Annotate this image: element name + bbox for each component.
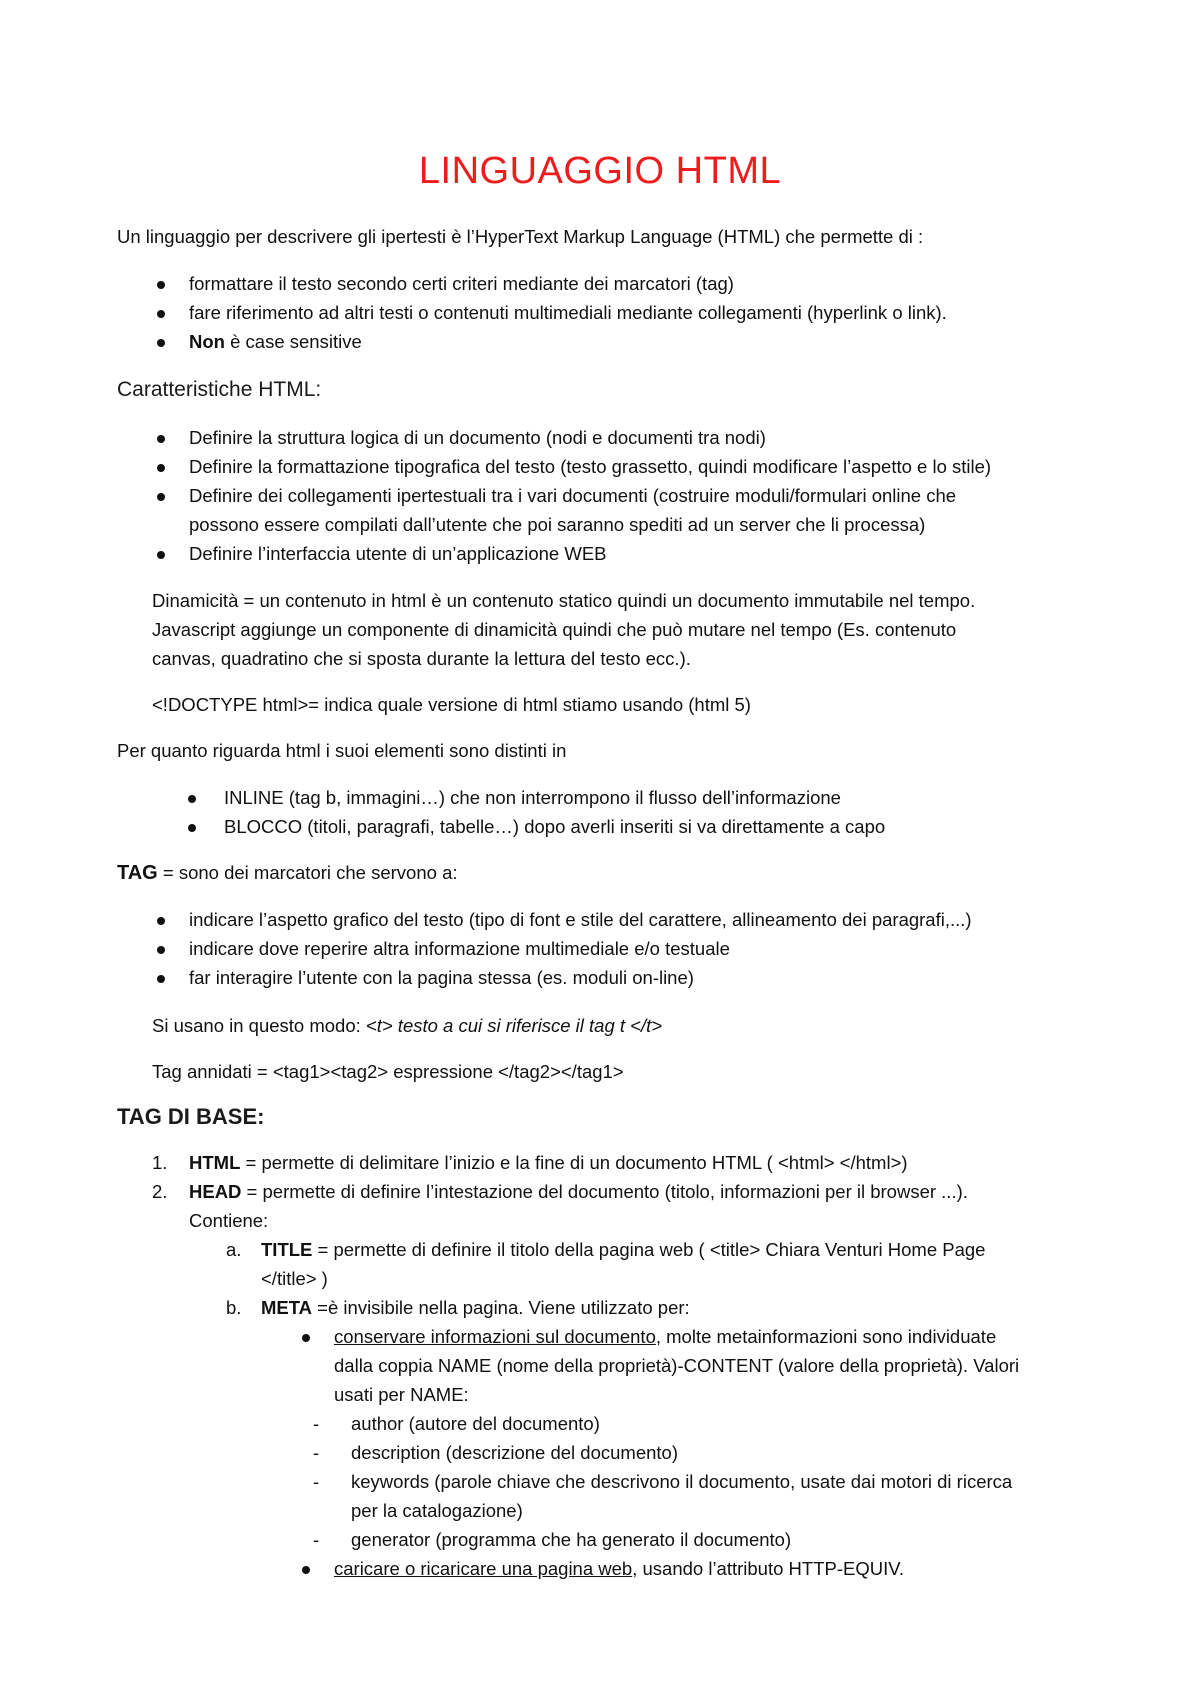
bullet-icon — [302, 1334, 310, 1342]
plain-text: = permette di definire l’intestazione del documento (titolo, informazioni per il browser ...). — [241, 1181, 968, 1202]
plain-text: è case sensitive — [224, 331, 362, 352]
intro-text: Un linguaggio per descrivere gli ipertesti è l’HyperText Markup Language (HTML) che permette di : — [117, 226, 924, 247]
meta-name-item: keywords (parole chiave che descrivono il documento, usate dai motori di ricerca — [351, 1471, 1013, 1492]
elements-intro: Per quanto riguarda html i suoi elementi sono distinti in — [117, 740, 567, 761]
bullet-icon — [157, 310, 165, 318]
feature-item: Definire la struttura logica di un documento (nodi e documenti tra nodi) — [189, 427, 766, 448]
plain-text: = permette di delimitare l’inizio e la fine di un documento HTML ( <html> </html>) — [240, 1152, 908, 1173]
meta-name-item: generator (programma che ha generato il documento) — [351, 1529, 792, 1550]
underlined-text: conservare informazioni sul documento — [334, 1326, 656, 1347]
base-tags-heading: TAG DI BASE: — [117, 1104, 265, 1129]
bullet-icon — [157, 975, 165, 983]
plain-text: , usando l’attributo HTTP-EQUIV. — [632, 1558, 905, 1579]
bullet-icon — [157, 917, 165, 925]
meta-use-item — [334, 1557, 904, 1581]
list-letter: a. — [226, 1239, 242, 1260]
page-title: LINGUAGGIO HTML — [418, 150, 782, 192]
plain-text: , molte metainformazioni sono individuate — [655, 1326, 997, 1347]
features-heading: Caratteristiche HTML: — [117, 378, 322, 401]
dash-icon: - — [313, 1413, 320, 1434]
tag-definition — [117, 861, 458, 885]
italic-example: <t> testo a cui si riferisce il tag t </t> — [365, 1015, 663, 1036]
tag-use-item: indicare l’aspetto grafico del testo (tipo di font e stile del carattere, allineamento dei paragrafi,...) — [189, 909, 972, 930]
feature-item: Definire l’interfaccia utente di un’applicazione WEB — [189, 543, 607, 564]
bold-text: META — [261, 1297, 313, 1318]
meta-name-item-continued: per la catalogazione) — [351, 1500, 523, 1521]
usage-text — [152, 1014, 662, 1038]
bullet-icon — [157, 551, 165, 559]
bold-text: TAG — [117, 862, 158, 884]
bullet-icon — [157, 435, 165, 443]
base-tag-title — [261, 1238, 985, 1262]
feature-item: Definire dei collegamenti ipertestuali tra i vari documenti (costruire moduli/formulari online che — [189, 485, 957, 506]
tag-use-item: far interagire l’utente con la pagina stessa (es. moduli on-line) — [189, 967, 694, 988]
bold-text: HTML — [189, 1152, 241, 1173]
bold-text: TITLE — [261, 1239, 313, 1260]
underlined-text: caricare o ricaricare una pagina web — [334, 1558, 633, 1579]
bullet-icon — [157, 281, 165, 289]
meta-use-item-continued: dalla coppia NAME (nome della proprietà)-CONTENT (valore della proprietà). Valori — [334, 1355, 1020, 1376]
dash-icon: - — [313, 1471, 320, 1492]
plain-text: = permette di definire il titolo della pagina web ( <title> Chiara Venturi Home Page — [312, 1239, 986, 1260]
list-number: 1. — [152, 1152, 168, 1173]
dynamic-text-line: canvas, quadratino che si sposta durante la lettura del testo ecc.). — [152, 648, 691, 669]
plain-text: =è invisibile nella pagina. Viene utilizzato per: — [312, 1297, 690, 1318]
dash-icon: - — [313, 1529, 320, 1550]
meta-name-item: description (descrizione del documento) — [351, 1442, 679, 1463]
dynamic-text-line: Dinamicità = un contenuto in html è un contenuto statico quindi un documento immutabile nel tempo. — [152, 590, 976, 611]
feature-item: Definire la formattazione tipografica del testo (testo grassetto, quindi modificare l’aspetto e lo stile) — [189, 456, 992, 477]
intro-bullet-1: formattare il testo secondo certi criteri mediante dei marcatori (tag) — [189, 273, 734, 294]
bold-text: HEAD — [189, 1181, 242, 1202]
base-tag-head-continued: Contiene: — [189, 1210, 269, 1231]
bold-text: Non — [189, 331, 225, 352]
doctype-text: <!DOCTYPE html>= indica quale versione di html stiamo usando (html 5) — [152, 694, 751, 715]
list-letter: b. — [226, 1297, 242, 1318]
bullet-icon — [188, 824, 196, 832]
plain-text: = sono dei marcatori che servono a: — [157, 862, 458, 883]
nested-tags-text: Tag annidati = <tag1><tag2> espressione </tag2></tag1> — [152, 1061, 624, 1082]
bullet-icon — [157, 493, 165, 501]
meta-use-item — [334, 1325, 996, 1349]
base-tag-html — [189, 1151, 908, 1175]
base-tag-title-continued: </title> ) — [261, 1268, 328, 1289]
bullet-icon — [302, 1566, 310, 1574]
intro-bullet-3 — [189, 330, 362, 354]
dash-icon: - — [313, 1442, 320, 1463]
element-type-inline: INLINE (tag b, immagini…) che non interrompono il flusso dell’informazione — [224, 787, 841, 808]
bullet-icon — [157, 464, 165, 472]
dynamic-text-line: Javascript aggiunge un componente di dinamicità quindi che può mutare nel tempo (Es. contenuto — [152, 619, 957, 640]
element-type-block: BLOCCO (titoli, paragrafi, tabelle…) dopo averli inseriti si va direttamente a capo — [224, 816, 886, 837]
meta-name-item: author (autore del documento) — [351, 1413, 600, 1434]
base-tag-meta — [261, 1296, 690, 1320]
feature-item-continued: possono essere compilati dall’utente che poi saranno spediti ad un server che li processa) — [189, 514, 926, 535]
list-number: 2. — [152, 1181, 168, 1202]
bullet-icon — [157, 946, 165, 954]
meta-use-item-continued: usati per NAME: — [334, 1384, 469, 1405]
plain-text: Si usano in questo modo: — [152, 1015, 366, 1036]
bullet-icon — [188, 795, 196, 803]
tag-use-item: indicare dove reperire altra informazione multimediale e/o testuale — [189, 938, 730, 959]
base-tag-head — [189, 1180, 968, 1204]
bullet-icon — [157, 339, 165, 347]
intro-bullet-2: fare riferimento ad altri testi o contenuti multimediali mediante collegamenti (hyperlink o link). — [189, 302, 947, 323]
